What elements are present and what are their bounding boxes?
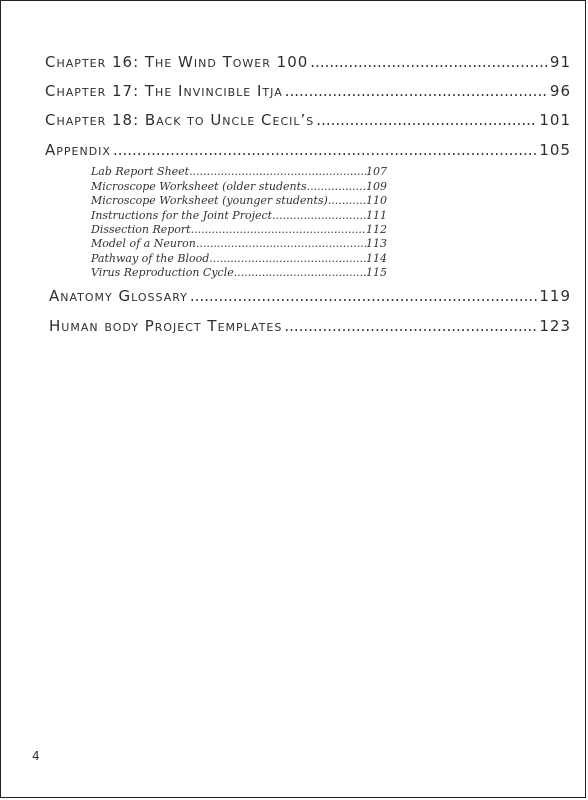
dot-leader	[209, 252, 366, 265]
toc-entry-page: 101	[539, 111, 571, 129]
toc-subentry-label: Dissection Report	[91, 223, 191, 236]
toc-entry-page: 123	[539, 317, 571, 335]
toc-subentry-page: 109	[366, 180, 387, 193]
dot-leader	[272, 209, 366, 222]
toc-entry-label: Chapter 16: The Wind Tower 100	[45, 53, 309, 71]
toc-subentry-page: 111	[366, 209, 387, 222]
toc-entry-templates	[49, 317, 571, 335]
dot-leader	[284, 317, 537, 335]
toc-entry-page: 105	[539, 141, 571, 159]
dot-leader	[113, 141, 537, 159]
toc-subentry	[91, 180, 387, 193]
dot-leader	[285, 82, 548, 100]
toc-entry-appendix	[45, 141, 571, 159]
toc-entry-label: Chapter 17: The Invincible Itja	[45, 82, 283, 100]
toc-entry-label: Human body Project Templates	[49, 317, 283, 335]
dot-leader	[190, 287, 537, 305]
toc-subentry-label: Microscope Worksheet (younger students)	[91, 194, 328, 207]
toc-subentry-page: 110	[366, 194, 387, 207]
toc-subentry-label: Virus Reproduction Cycle	[91, 266, 234, 279]
toc-subentry-label: Model of a Neuron	[91, 237, 196, 250]
toc-entry-label: Anatomy Glossary	[49, 287, 188, 305]
dot-leader	[316, 111, 537, 129]
toc-subentry	[91, 209, 387, 222]
toc-subentry	[91, 252, 387, 265]
toc-subentry-page: 115	[366, 266, 387, 279]
toc-entry-page: 91	[549, 53, 571, 71]
toc-subentry	[91, 237, 387, 250]
toc-entry-label: Appendix	[45, 141, 111, 159]
toc-subentry-label: Pathway of the Blood	[91, 252, 210, 265]
toc-subentry-page: 107	[366, 165, 387, 178]
toc-subentry-label: Lab Report Sheet	[91, 165, 190, 178]
dot-leader	[328, 194, 366, 207]
page-number: 4	[32, 749, 40, 763]
toc-subentry	[91, 223, 387, 236]
toc-subentry	[91, 266, 387, 279]
toc-entry-page: 96	[549, 82, 571, 100]
toc-subentry-label: Microscope Worksheet (older students	[91, 180, 307, 193]
toc-subentry-page: 113	[366, 237, 387, 250]
toc-entry-chapter-16	[45, 53, 571, 71]
toc-entry-glossary	[49, 287, 571, 305]
toc-subentry	[91, 165, 387, 178]
toc-subentry-label: Instructions for the Joint Project	[91, 209, 273, 222]
dot-leader	[189, 165, 366, 178]
toc-subentry-page: 112	[366, 223, 387, 236]
dot-leader	[196, 237, 366, 250]
dot-leader	[310, 53, 548, 71]
dot-leader	[234, 266, 366, 279]
toc-subentry	[91, 194, 387, 207]
dot-leader	[307, 180, 366, 193]
dot-leader	[191, 223, 366, 236]
toc-entry-page: 119	[539, 287, 571, 305]
toc-entry-chapter-17	[45, 82, 571, 100]
toc-entry-chapter-18	[45, 111, 571, 129]
toc-subentry-page: 114	[366, 252, 387, 265]
toc-entry-label: Chapter 18: Back to Uncle Cecil’s	[45, 111, 315, 129]
